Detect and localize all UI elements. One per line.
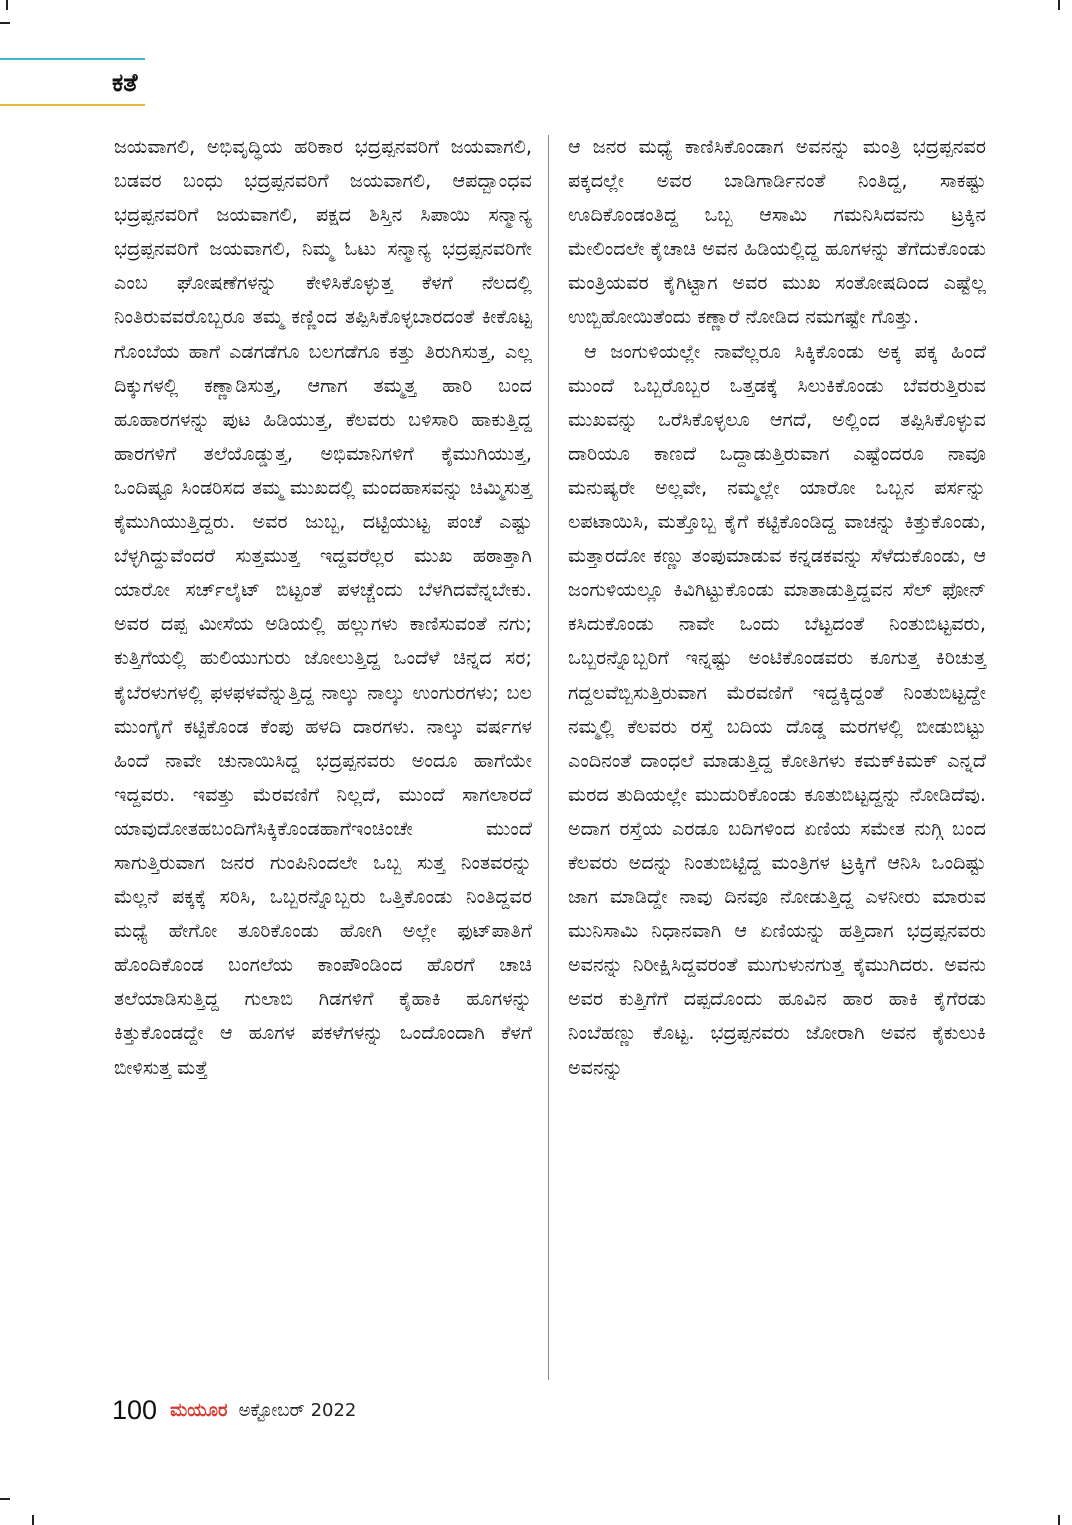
column-divider bbox=[548, 135, 549, 1380]
page-footer bbox=[112, 1395, 356, 1429]
paragraph: ಆ ಜನರ ಮಧ್ಯೆ ಕಾಣಿಸಿಕೊಂಡಾಗ ಅವನನ್ನು ಮಂತ್ರಿ ಭದ್ರಪ್ಪನವರ ಪಕ್ಕದಲ್ಲೇ ಅವರ ಬಾಡಿಗಾರ್ಡಿನಂತೆ ನಿಂತಿದ್ದ, ಸಾಕಷ್ಟು ಊದಿಕೊಂಡಂತಿದ್ದ ಒಬ್ಬ ಆಸಾಮಿ ಗಮನಿಸಿದವನು ಟ್ರಕ್ಕಿನ ಮೇಲಿಂದಲೇ ಕೈಚಾಚಿ ಅವನ ಹಿಡಿಯಲ್ಲಿದ್ದ ಹೂಗಳನ್ನು ತೆಗೆದುಕೊಂಡು ಮಂತ್ರಿಯವರ ಕೈಗಿಟ್ಟಾಗ ಅವರ ಮುಖ ಸಂತೋಷದಿಂದ ಎಷ್ಟೆಲ್ಲ ಉಬ್ಬಿಹೋಯಿತೆಂದು ಕಣ್ಣಾರೆ ನೋಡಿದ ನಮಗಷ್ಟೇ ಗೊತ್ತು. bbox=[568, 135, 986, 329]
crop-mark-left-bottom bbox=[0, 1498, 10, 1500]
crop-mark-left-top bbox=[0, 22, 10, 24]
crop-mark-bottom-left bbox=[32, 1515, 34, 1525]
text-column-left bbox=[114, 130, 532, 1085]
issue-date: ಅಕ್ಟೋಬರ್ 2022 bbox=[238, 1400, 357, 1421]
text-column-right bbox=[568, 130, 986, 1085]
page-number: 100 bbox=[112, 1395, 158, 1425]
crop-mark-top-left bbox=[6, 0, 8, 10]
magazine-logo: ಮಯೂರ bbox=[170, 1400, 228, 1421]
header-accent-rule-bottom bbox=[0, 104, 145, 106]
section-label: ಕತೆ bbox=[112, 68, 138, 97]
header-accent-rule-top bbox=[0, 58, 145, 60]
paragraph: ಆ ಜಂಗುಳಿಯಲ್ಲೇ ನಾವೆಲ್ಲರೂ ಸಿಕ್ಕಿಕೊಂಡು ಅಕ್ಕ ಪಕ್ಕ ಹಿಂದೆ ಮುಂದೆ ಒಬ್ಬರೊಬ್ಬರ ಒತ್ತಡಕ್ಕೆ ಸಿಲುಕಿಕೊಂಡು ಬೆವರುತ್ತಿರುವ ಮುಖವನ್ನು ಒರೆಸಿಕೊಳ್ಳಲೂ ಆಗದೆ, ಅಲ್ಲಿಂದ ತಪ್ಪಿಸಿಕೊಳ್ಳುವ ದಾರಿಯೂ ಕಾಣದೆ ಒದ್ದಾಡುತ್ತಿರುವಾಗ ಎಷ್ಟೆಂದರೂ ನಾವೂ ಮನುಷ್ಯರೇ ಅಲ್ಲವೇ, ನಮ್ಮಲ್ಲೇ ಯಾರೋ ಒಬ್ಬನ ಪರ್ಸನ್ನು ಲಪಟಾಯಿಸಿ, ಮತ್ತೊಬ್ಬ ಕೈಗೆ ಕಟ್ಟಿಕೊಂಡಿದ್ದ ವಾಚನ್ನು ಕಿತ್ತುಕೊಂಡು, ಮತ್ತಾರದೋ ಕಣ್ಣು ತಂಪುಮಾಡುವ ಕನ್ನಡಕವನ್ನು ಸೆಳೆದುಕೊಂಡು, ಆ ಜಂಗುಳಿಯಲ್ಲೂ ಕಿವಿಗಿಟ್ಟುಕೊಂಡು ಮಾತಾಡುತ್ತಿದ್ದವನ ಸೆಲ್ ಫೋನ್ ಕಸಿದುಕೊಂಡು ನಾವೇ ಒಂದು ಬೆಟ್ಟದಂತೆ ನಿಂತುಬಿಟ್ಟವರು, ಒಬ್ಬರನ್ನೊಬ್ಬರಿಗೆ ಇನ್ನಷ್ಟು ಅಂಟಿಕೊಂಡವರು ಕೂಗುತ್ತ ಕಿರಿಚುತ್ತ ಗದ್ದಲವೆಬ್ಬಿಸುತ್ತಿರುವಾಗ ಮೆರವಣಿಗೆ ಇದ್ದಕ್ಕಿದ್ದಂತೆ ನಿಂತುಬಿಟ್ಟದ್ದೇ ನಮ್ಮಲ್ಲಿ ಕೆಲವರು ರಸ್ತೆ ಬದಿಯ ದೊಡ್ಡ ಮರಗಳಲ್ಲಿ ಬೀಡುಬಿಟ್ಟು ಎಂದಿನಂತೆ ದಾಂಧಲೆ ಮಾಡುತ್ತಿದ್ದ ಕೋತಿಗಳು ಕಮಕ್‌ಕಿಮಕ್ ಎನ್ನದೆ ಮರದ ತುದಿಯಲ್ಲೇ ಮುದುರಿಕೊಂಡು ಕೂತುಬಿಟ್ಟದ್ದನ್ನು ನೋಡಿದೆವು. ಅದಾಗ ರಸ್ತೆಯ ಎರಡೂ ಬದಿಗಳಿಂದ ಏಣಿಯ ಸಮೇತ ನುಗ್ಗಿ ಬಂದ ಕೆಲವರು ಅದನ್ನು ನಿಂತುಬಿಟ್ಟಿದ್ದ ಮಂತ್ರಿಗಳ ಟ್ರಕ್ಕಿಗೆ ಆನಿಸಿ ಒಂದಿಷ್ಟು ಜಾಗ ಮಾಡಿದ್ದೇ ನಾವು ದಿನವೂ ನೋಡುತ್ತಿದ್ದ ಎಳನೀರು ಮಾರುವ ಮುನಿಸಾಮಿ ನಿಧಾನವಾಗಿ ಆ ಏಣಿಯನ್ನು ಹತ್ತಿದಾಗ ಭದ್ರಪ್ಪನವರು ಅವನನ್ನು ನಿರೀಕ್ಷಿಸಿದ್ದವರಂತೆ ಮುಗುಳುನಗುತ್ತ ಕೈಮುಗಿದರು. ಅವನು ಅವರ ಕುತ್ತಿಗೆಗೆ ದಪ್ಪದೊಂದು ಹೂವಿನ ಹಾರ ಹಾಕಿ ಕೈಗೆರಡು ನಿಂಬೆಹಣ್ಣು ಕೊಟ್ಟ. ಭದ್ರಪ್ಪನವರು ಜೋರಾಗಿ ಅವನ ಕೈಕುಲುಕಿ ಅವನನ್ನು bbox=[568, 339, 986, 1079]
paragraph: ಜಯವಾಗಲಿ, ಅಭಿವೃದ್ಧಿಯ ಹರಿಕಾರ ಭದ್ರಪ್ಪನವರಿಗೆ ಜಯವಾಗಲಿ, ಬಡವರ ಬಂಧು ಭದ್ರಪ್ಪನವರಿಗೆ ಜಯವಾಗಲಿ, ಆಪದ್ಬಾಂಧವ ಭದ್ರಪ್ಪನವರಿಗೆ ಜಯವಾಗಲಿ, ಪಕ್ಷದ ಶಿಸ್ತಿನ ಸಿಪಾಯಿ ಸನ್ಮಾನ್ಯ ಭದ್ರಪ್ಪನವರಿಗೆ ಜಯವಾಗಲಿ, ನಿಮ್ಮ ಓಟು ಸನ್ಮಾನ್ಯ ಭದ್ರಪ್ಪನವರಿಗೇ ಎಂಬ ಘೋಷಣೆಗಳನ್ನು ಕೇಳಿಸಿಕೊಳ್ಳುತ್ತ ಕೆಳಗೆ ನೆಲದಲ್ಲಿ ನಿಂತಿರುವವರೊಬ್ಬರೂ ತಮ್ಮ ಕಣ್ಣಿಂದ ತಪ್ಪಿಸಿಕೊಳ್ಳಬಾರದಂತೆ ಕೀಕೊಟ್ಟ ಗೊಂಬೆಯ ಹಾಗೆ ಎಡಗಡೆಗೂ ಬಲಗಡೆಗೂ ಕತ್ತು ತಿರುಗಿಸುತ್ತ, ಎಲ್ಲ ದಿಕ್ಕುಗಳಲ್ಲಿ ಕಣ್ಣಾಡಿಸುತ್ತ, ಆಗಾಗ ತಮ್ಮತ್ತ ಹಾರಿ ಬಂದ ಹೂಹಾರಗಳನ್ನು ಪುಟ ಹಿಡಿಯುತ್ತ, ಕೆಲವರು ಬಳಿಸಾರಿ ಹಾಕುತ್ತಿದ್ದ ಹಾರಗಳಿಗೆ ತಲೆಯೊಡ್ಡುತ್ತ, ಅಭಿಮಾನಿಗಳಿಗೆ ಕೈಮುಗಿಯುತ್ತ, ಒಂದಿಷ್ಟೂ ಸಿಂಡರಿಸದ ತಮ್ಮ ಮುಖದಲ್ಲಿ ಮಂದಹಾಸವನ್ನು ಚಿಮ್ಮಿಸುತ್ತ ಕೈಮುಗಿಯುತ್ತಿದ್ದರು. ಅವರ ಜುಬ್ಬ, ದಟ್ಟಿಯುಟ್ಟ ಪಂಚೆ ಎಷ್ಟು ಬೆಳ್ಳಗಿದ್ದುವೆಂದರೆ ಸುತ್ತಮುತ್ತ ಇದ್ದವರೆಲ್ಲರ ಮುಖ ಹಠಾತ್ತಾಗಿ ಯಾರೋ ಸರ್ಚ್‌ಲೈಟ್ ಬಿಟ್ಟಂತೆ ಪಳಚ್ಚೆಂದು ಬೆಳಗಿದವೆನ್ನಬೇಕು. ಅವರ ದಪ್ಪ ಮೀಸೆಯ ಅಡಿಯಲ್ಲಿ ಹಲ್ಲುಗಳು ಕಾಣಿಸುವಂತೆ ನಗು; ಕುತ್ತಿಗೆಯಲ್ಲಿ ಹುಲಿಯುಗುರು ಜೋಲುತ್ತಿದ್ದ ಒಂದೆಳೆ ಚಿನ್ನದ ಸರ; ಕೈಬೆರಳುಗಳಲ್ಲಿ ಫಳಫಳವೆನ್ನುತ್ತಿದ್ದ ನಾಲ್ಕು ನಾಲ್ಕು ಉಂಗುರಗಳು; ಬಲ ಮುಂಗೈಗೆ ಕಟ್ಟಿಕೊಂಡ ಕೆಂಪು ಹಳದಿ ದಾರಗಳು. ನಾಲ್ಕು ವರ್ಷಗಳ ಹಿಂದೆ ನಾವೇ ಚುನಾಯಿಸಿದ್ದ ಭದ್ರಪ್ಪನವರು ಅಂದೂ ಹಾಗೆಯೇ ಇದ್ದವರು. ಇವತ್ತು ಮೆರವಣಿಗೆ ನಿಲ್ಲದೆ, ಮುಂದೆ ಸಾಗಲಾರದೆ ಯಾವುದೋತಹಬಂದಿಗೆಸಿಕ್ಕಿಕೊಂಡಹಾಗೆಇಂಚಿಂಚೇ ಮುಂದೆ ಸಾಗುತ್ತಿರುವಾಗ ಜನರ ಗುಂಪಿನಿಂದಲೇ ಒಬ್ಬ ಸುತ್ತ ನಿಂತವರನ್ನು ಮೆಲ್ಲನೆ ಪಕ್ಕಕ್ಕೆ ಸರಿಸಿ, ಒಬ್ಬರನ್ನೊಬ್ಬರು ಒತ್ತಿಕೊಂಡು ನಿಂತಿದ್ದವರ ಮಧ್ಯೆ ಹೇಗೋ ತೂರಿಕೊಂಡು ಹೋಗಿ ಅಲ್ಲೇ ಫುಟ್‌ಪಾತಿಗೆ ಹೊಂದಿಕೊಂಡ ಬಂಗಲೆಯ ಕಾಂಪೌಂಡಿಂದ ಹೊರಗೆ ಚಾಚಿ ತಲೆಯಾಡಿಸುತ್ತಿದ್ದ ಗುಲಾಬಿ ಗಿಡಗಳಿಗೆ ಕೈಹಾಕಿ ಹೂಗಳನ್ನು ಕಿತ್ತುಕೊಂಡದ್ದೇ ಆ ಹೂಗಳ ಪಕಳೆಗಳನ್ನು ಒಂದೊಂದಾಗಿ ಕೆಳಗೆ ಬೀಳಿಸುತ್ತ ಮತ್ತೆ bbox=[114, 135, 532, 1079]
crop-mark-bottom-right bbox=[1058, 1515, 1060, 1525]
crop-mark-top-right bbox=[1058, 0, 1060, 10]
